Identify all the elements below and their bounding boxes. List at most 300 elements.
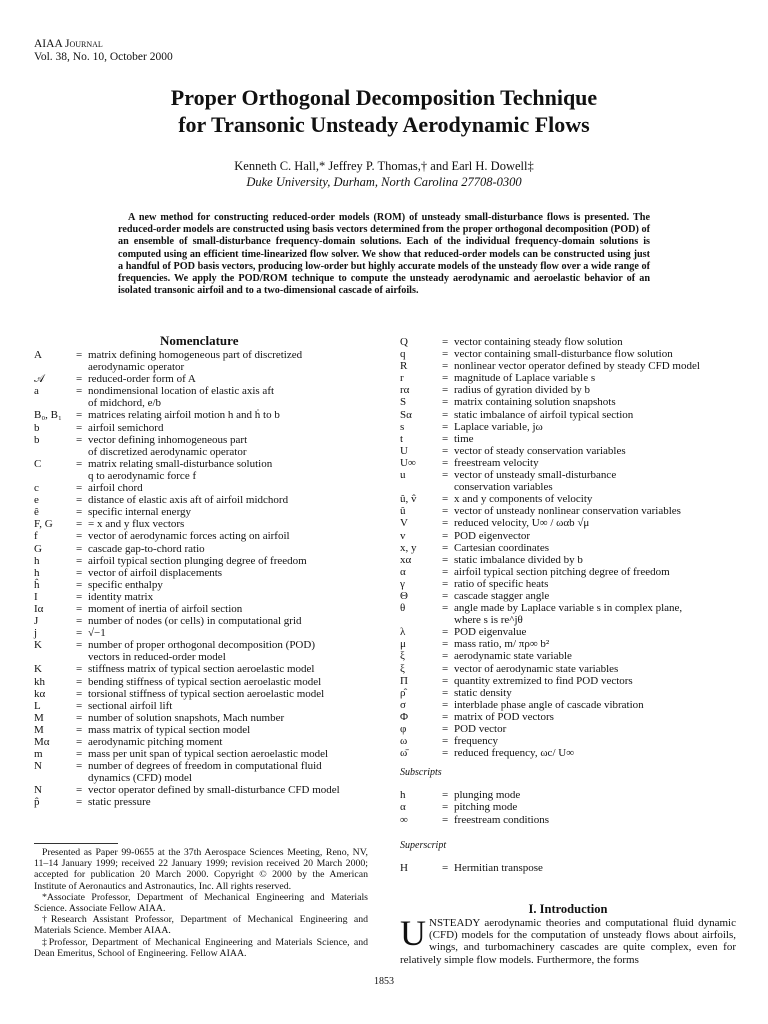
equals-sign: = — [442, 602, 449, 615]
equals-sign: = — [76, 385, 83, 398]
nomenclature-entry — [34, 458, 384, 470]
nomenclature-definition: specific internal energy — [88, 506, 192, 519]
nomenclature-entry — [34, 784, 384, 796]
nomenclature-symbol: θ — [400, 602, 406, 615]
nomenclature-definition: stiffness matrix of typical section aeroelastic model — [88, 663, 315, 676]
nomenclature-symbol: M — [34, 723, 44, 736]
equals-sign: = — [442, 861, 449, 874]
nomenclature-symbol: Sα — [400, 408, 412, 421]
footnote-rule — [34, 843, 118, 844]
equals-sign: = — [76, 748, 83, 761]
equals-sign: = — [442, 396, 449, 409]
nomenclature-definition: airfoil typical section plunging degree of freedom — [88, 554, 307, 567]
nomenclature-symbol: B₀, B₁ — [34, 409, 62, 422]
nomenclature-symbol — [400, 481, 442, 493]
nomenclature-symbol: G — [34, 542, 42, 555]
equals-sign: = — [442, 626, 449, 639]
nomenclature-definition: conservation variables — [454, 481, 553, 494]
nomenclature-definition: freestream velocity — [454, 456, 539, 469]
nomenclature-entry — [400, 384, 736, 396]
equals-sign: = — [76, 699, 83, 712]
equals-sign — [76, 361, 88, 373]
nomenclature-definition: matrix of POD vectors — [454, 710, 554, 723]
nomenclature-entry — [400, 687, 736, 699]
nomenclature-definition: aerodynamic pitching moment — [88, 736, 223, 748]
equals-sign: = — [442, 336, 449, 348]
nomenclature-definition: POD eigenvalue — [454, 626, 527, 639]
nomenclature-entry — [34, 470, 384, 482]
title-line-2: for Transonic Unsteady Aerodynamic Flows — [178, 112, 590, 137]
equals-sign: = — [76, 760, 83, 773]
nomenclature-entry — [400, 723, 736, 735]
nomenclature-definition: mass ratio, m/ πρ∞ b² — [454, 638, 550, 651]
subscripts-list — [400, 789, 736, 825]
equals-sign: = — [442, 348, 449, 361]
equals-sign: = — [442, 662, 449, 675]
equals-sign: = — [442, 529, 449, 542]
nomenclature-symbol: S — [400, 396, 407, 409]
nomenclature-definition: aerodynamic operator — [88, 361, 185, 374]
nomenclature-symbol: b — [34, 421, 40, 434]
equals-sign: = — [442, 674, 449, 687]
nomenclature-definition: ratio of specific heats — [454, 577, 549, 590]
nomenclature-symbol: M — [34, 711, 44, 724]
nomenclature-symbol — [34, 397, 76, 409]
nomenclature-symbol: ĥ — [34, 578, 40, 591]
equals-sign: = — [442, 505, 449, 518]
nomenclature-symbol: p̂ — [34, 796, 40, 809]
nomenclature-symbol: K — [34, 639, 42, 652]
nomenclature-entry — [34, 663, 384, 675]
equals-sign: = — [442, 469, 449, 482]
equals-sign: = — [76, 421, 83, 434]
nomenclature-definition: where s is re^jθ — [454, 614, 523, 627]
equals-sign: = — [76, 796, 83, 809]
nomenclature-definition: of discretized aerodynamic operator — [88, 445, 247, 458]
nomenclature-symbol: σ — [400, 698, 406, 711]
nomenclature-entry — [400, 614, 736, 626]
nomenclature-symbol — [34, 361, 76, 373]
nomenclature-definition: x and y components of velocity — [454, 493, 593, 506]
nomenclature-entry — [400, 481, 736, 493]
nomenclature-symbol: ξ — [400, 650, 405, 663]
equals-sign: = — [76, 784, 83, 797]
nomenclature-definition: √−1 — [88, 627, 106, 640]
nomenclature-symbol: U — [400, 444, 408, 457]
nomenclature-symbol: q — [400, 348, 406, 361]
nomenclature-entry — [34, 760, 384, 772]
nomenclature-definition: plunging mode — [454, 789, 521, 802]
equals-sign: = — [76, 530, 83, 543]
nomenclature-entry — [400, 735, 736, 747]
nomenclature-symbol: û — [400, 505, 406, 518]
nomenclature-symbol: c — [34, 482, 39, 495]
nomenclature-symbol: s — [400, 420, 405, 433]
authors: Kenneth C. Hall,* Jeffrey P. Thomas,† and Earl H. Dowell‡ — [234, 159, 534, 173]
nomenclature-entry — [34, 579, 384, 591]
nomenclature-symbol: ∞ — [400, 813, 408, 826]
nomenclature-definition: sectional airfoil lift — [88, 699, 173, 712]
nomenclature-symbol: J — [34, 615, 39, 628]
nomenclature-definition: airfoil chord — [88, 482, 143, 495]
nomenclature-symbol — [34, 446, 76, 458]
nomenclature-symbol: ê — [34, 506, 39, 519]
nomenclature-symbol: ω̄ — [400, 747, 408, 760]
nomenclature-entry — [400, 336, 736, 348]
nomenclature-entry — [400, 542, 736, 554]
equals-sign: = — [76, 506, 83, 519]
equals-sign: = — [442, 420, 449, 433]
nomenclature-entry — [34, 639, 384, 651]
equals-sign: = — [442, 813, 449, 826]
nomenclature-symbol: f — [34, 530, 38, 543]
nomenclature-definition: matrices relating airfoil motion h and ḣ to b — [88, 409, 280, 422]
nomenclature-definition: radius of gyration divided by b — [454, 384, 590, 397]
nomenclature-entry — [400, 421, 736, 433]
nomenclature-definition: cascade stagger angle — [454, 589, 550, 602]
equals-sign: = — [76, 578, 83, 591]
nomenclature-symbol: I — [34, 590, 38, 603]
nomenclature-symbol — [34, 470, 76, 482]
nomenclature-right-column — [400, 336, 736, 874]
nomenclature-symbol: φ — [400, 723, 407, 735]
nomenclature-entry — [400, 457, 736, 469]
nomenclature-entry — [34, 591, 384, 603]
equals-sign: = — [76, 494, 83, 507]
equals-sign: = — [442, 565, 449, 578]
nomenclature-entry — [34, 494, 384, 506]
equals-sign: = — [442, 710, 449, 723]
subscript-entry — [400, 789, 736, 801]
nomenclature-symbol: Q — [400, 336, 408, 348]
equals-sign: = — [442, 735, 449, 748]
equals-sign: = — [442, 553, 449, 566]
nomenclature-definition: specific enthalpy — [88, 578, 163, 591]
nomenclature-entry — [400, 493, 736, 505]
equals-sign: = — [442, 698, 449, 711]
equals-sign: = — [442, 517, 449, 530]
nomenclature-definition: of midchord, e/b — [88, 397, 162, 410]
nomenclature-definition: torsional stiffness of typical section aeroelastic model — [88, 687, 325, 700]
journal-volume: Vol. 38, No. 10, October 2000 — [34, 51, 173, 63]
equals-sign — [442, 481, 454, 493]
nomenclature-entry — [34, 482, 384, 494]
nomenclature-definition: vector containing small-disturbance flow solution — [454, 348, 673, 361]
nomenclature-entry — [400, 554, 736, 566]
nomenclature-heading: Nomenclature — [160, 333, 239, 348]
nomenclature-symbol: h — [34, 554, 40, 567]
equals-sign — [442, 614, 454, 626]
equals-sign: = — [76, 675, 83, 688]
nomenclature-definition: moment of inertia of airfoil section — [88, 602, 243, 615]
equals-sign: = — [76, 349, 83, 361]
equals-sign — [76, 470, 88, 482]
nomenclature-entry — [34, 700, 384, 712]
equals-sign: = — [76, 736, 83, 748]
footnote: ‡Professor, Department of Mechanical Engineering and Materials Science, and Dean Emeritus, School of Engineering. Fellow AIAA. — [34, 936, 368, 959]
journal-header — [34, 38, 173, 64]
nomenclature-symbol: ω — [400, 735, 408, 748]
nomenclature-definition: reduced-order form of A — [88, 373, 196, 386]
nomenclature-entry — [34, 434, 384, 446]
equals-sign: = — [76, 590, 83, 603]
nomenclature-left-column — [34, 349, 384, 809]
nomenclature-symbol: R — [400, 360, 408, 373]
nomenclature-entry — [34, 615, 384, 627]
nomenclature-entry — [34, 651, 384, 663]
nomenclature-symbol: t — [400, 432, 404, 445]
nomenclature-symbol: v — [400, 529, 406, 542]
equals-sign: = — [442, 747, 449, 760]
introduction-text — [400, 913, 736, 966]
equals-sign: = — [442, 650, 449, 663]
nomenclature-definition: reduced velocity, U∞ / ωαb √μ — [454, 517, 590, 530]
nomenclature-definition: Cartesian coordinates — [454, 541, 549, 554]
nomenclature-definition: airfoil typical section pitching degree of freedom — [454, 565, 670, 578]
nomenclature-definition: matrix defining homogeneous part of discretized — [88, 349, 303, 361]
equals-sign: = — [442, 456, 449, 469]
nomenclature-symbol: 𝒜 — [34, 373, 45, 386]
nomenclature-definition: bending stiffness of typical section aeroelastic model — [88, 675, 322, 688]
nomenclature-entry — [34, 409, 384, 421]
nomenclature-definition: identity matrix — [88, 590, 154, 603]
nomenclature-symbol: u — [400, 469, 406, 482]
nomenclature-definition: time — [454, 432, 474, 445]
nomenclature-definition: matrix relating small-disturbance solution — [88, 457, 273, 470]
equals-sign: = — [442, 801, 449, 814]
nomenclature-symbol: Φ — [400, 710, 409, 723]
nomenclature-entry — [400, 530, 736, 542]
equals-sign: = — [442, 723, 449, 735]
nomenclature-entry — [34, 397, 384, 409]
equals-sign: = — [76, 615, 83, 628]
footnote: Presented as Paper 99-0655 at the 37th Aerospace Sciences Meeting, Reno, NV, 11–14 January 1999; received 22 January 1999; revision received 20 March 2000; accepted for publication 20 March 2000. Copyright © 2000 by the American Institute of Aeronautics and Astronautics, Inc. All rights reserved. — [34, 847, 368, 892]
nomenclature-entry — [34, 518, 384, 530]
nomenclature-entry — [34, 627, 384, 639]
nomenclature-definition: angle made by Laplace variable s in complex plane, — [454, 602, 683, 615]
nomenclature-entry — [34, 688, 384, 700]
journal-name: AIAA Journal — [34, 38, 103, 50]
equals-sign: = — [76, 409, 83, 422]
nomenclature-definition: number of proper orthogonal decomposition (POD) — [88, 639, 315, 652]
nomenclature-symbol: m — [34, 748, 43, 761]
nomenclature-symbol — [34, 651, 76, 663]
nomenclature-entry — [34, 373, 384, 385]
nomenclature-definition: mass per unit span of typical section aeroelastic model — [88, 748, 329, 761]
nomenclature-symbol: xα — [400, 553, 412, 566]
introduction-body: NSTEADY aerodynamic theories and computational fluid dynamic (CFD) models for the computation of unsteady flows about airfoils, wings, and turbomachinery cascades are quite complex, even for relatively simple flow models. Furthermore, the forms — [400, 917, 736, 966]
nomenclature-definition: Laplace variable, jω — [454, 420, 543, 433]
nomenclature-definition: reduced frequency, ωc/ U∞ — [454, 747, 575, 760]
nomenclature-symbol: A — [34, 349, 42, 361]
equals-sign: = — [442, 444, 449, 457]
nomenclature-symbol: U∞ — [400, 456, 416, 469]
nomenclature-definition: = x and y flux vectors — [88, 518, 185, 531]
nomenclature-definition: static imbalance of airfoil typical section — [454, 408, 634, 421]
nomenclature-symbol: h — [34, 566, 40, 579]
nomenclature-entry — [400, 650, 736, 662]
subscripts-heading: Subscripts — [400, 767, 442, 779]
nomenclature-symbol — [400, 614, 442, 626]
nomenclature-symbol: γ — [400, 577, 405, 590]
superscript-entry — [400, 862, 736, 874]
equals-sign: = — [76, 566, 83, 579]
nomenclature-symbol: N — [34, 760, 42, 773]
nomenclature-symbol: K — [34, 663, 42, 676]
nomenclature-entry — [400, 445, 736, 457]
nomenclature-definition: vector defining inhomogeneous part — [88, 433, 248, 446]
nomenclature-right-list — [400, 336, 736, 759]
nomenclature-definition: vector of aerodynamic state variables — [454, 662, 619, 675]
equals-sign: = — [76, 373, 83, 386]
equals-sign: = — [442, 493, 449, 506]
equals-sign: = — [442, 408, 449, 421]
nomenclature-symbol: ξ — [400, 662, 405, 675]
equals-sign: = — [442, 589, 449, 602]
nomenclature-definition: static pressure — [88, 796, 151, 809]
nomenclature-entry — [34, 567, 384, 579]
equals-sign: = — [76, 663, 83, 676]
nomenclature-definition: vector of unsteady nonlinear conservation variables — [454, 505, 681, 518]
nomenclature-entry — [34, 446, 384, 458]
nomenclature-definition: vector containing steady flow solution — [454, 336, 623, 348]
nomenclature-definition: vectors in reduced-order model — [88, 651, 226, 664]
nomenclature-entry — [400, 409, 736, 421]
nomenclature-entry — [400, 602, 736, 614]
equals-sign: = — [442, 372, 449, 385]
nomenclature-entry — [400, 433, 736, 445]
nomenclature-entry — [400, 348, 736, 360]
equals-sign: = — [442, 541, 449, 554]
equals-sign — [76, 772, 88, 784]
nomenclature-entry — [400, 396, 736, 408]
nomenclature-symbol: H — [400, 861, 408, 874]
nomenclature-entry — [34, 603, 384, 615]
nomenclature-symbol: α — [400, 565, 406, 578]
nomenclature-entry — [34, 361, 384, 373]
nomenclature-entry — [400, 360, 736, 372]
nomenclature-symbol: Mα — [34, 736, 50, 748]
nomenclature-symbol: b — [34, 433, 40, 446]
nomenclature-definition: number of nodes (or cells) in computational grid — [88, 615, 302, 628]
equals-sign: = — [76, 457, 83, 470]
equals-sign: = — [442, 360, 449, 373]
nomenclature-entry — [34, 748, 384, 760]
nomenclature-definition: mass matrix of typical section model — [88, 723, 251, 736]
drop-cap: U — [400, 913, 426, 953]
nomenclature-definition: nonlinear vector operator defined by steady CFD model — [454, 360, 700, 373]
nomenclature-definition: frequency — [454, 735, 498, 748]
footnote: *Associate Professor, Department of Mechanical Engineering and Materials Science. Associate Fellow AIAA. — [34, 891, 368, 915]
nomenclature-definition: matrix containing solution snapshots — [454, 396, 616, 409]
nomenclature-definition: number of solution snapshots, Mach number — [88, 711, 285, 724]
nomenclature-symbol: rα — [400, 384, 410, 397]
nomenclature-entry — [34, 530, 384, 542]
equals-sign: = — [442, 638, 449, 651]
nomenclature-definition: distance of elastic axis aft of airfoil midchord — [88, 494, 289, 507]
nomenclature-symbol: F, G — [34, 518, 53, 531]
equals-sign — [76, 397, 88, 409]
nomenclature-entry — [34, 385, 384, 397]
equals-sign — [76, 651, 88, 663]
paper-title — [0, 84, 768, 138]
nomenclature-symbol: μ — [400, 638, 406, 651]
nomenclature-symbol: û, v̂ — [400, 493, 417, 506]
nomenclature-entry — [400, 638, 736, 650]
nomenclature-entry — [34, 506, 384, 518]
nomenclature-definition: vector of airfoil displacements — [88, 566, 223, 579]
nomenclature-entry — [400, 517, 736, 529]
nomenclature-definition: static density — [454, 686, 512, 699]
nomenclature-definition: magnitude of Laplace variable s — [454, 372, 596, 385]
nomenclature-symbol: a — [34, 385, 39, 398]
nomenclature-definition: POD eigenvector — [454, 529, 531, 542]
equals-sign: = — [76, 723, 83, 736]
nomenclature-definition: POD vector — [454, 723, 507, 735]
nomenclature-symbol: α — [400, 801, 406, 814]
nomenclature-entry — [400, 578, 736, 590]
nomenclature-entry — [34, 796, 384, 808]
nomenclature-entry — [34, 422, 384, 434]
equals-sign: = — [76, 687, 83, 700]
equals-sign: = — [76, 627, 83, 640]
nomenclature-symbol: V — [400, 517, 408, 530]
equals-sign: = — [442, 384, 449, 397]
nomenclature-definition: number of degrees of freedom in computational fluid — [88, 760, 322, 773]
nomenclature-symbol: kα — [34, 687, 46, 700]
equals-sign: = — [76, 542, 83, 555]
subscript-entry — [400, 814, 736, 826]
nomenclature-symbol: x, y — [400, 541, 417, 554]
equals-sign: = — [76, 711, 83, 724]
nomenclature-definition: airfoil semichord — [88, 421, 164, 434]
nomenclature-symbol: Iα — [34, 602, 44, 615]
nomenclature-entry — [400, 626, 736, 638]
equals-sign: = — [76, 482, 83, 495]
nomenclature-entry — [34, 349, 384, 361]
nomenclature-entry — [400, 747, 736, 759]
nomenclature-definition: vector of unsteady small-disturbance — [454, 469, 617, 482]
nomenclature-symbol: e — [34, 494, 39, 507]
nomenclature-entry — [400, 372, 736, 384]
nomenclature-definition: static imbalance divided by b — [454, 553, 583, 566]
nomenclature-entry — [34, 724, 384, 736]
nomenclature-symbol: j — [34, 627, 38, 640]
nomenclature-entry — [400, 699, 736, 711]
nomenclature-symbol: C — [34, 457, 42, 470]
nomenclature-symbol: Θ — [400, 589, 408, 602]
footnotes — [34, 847, 368, 959]
nomenclature-definition: pitching mode — [454, 801, 518, 814]
introduction-heading: I. Introduction — [528, 902, 608, 916]
superscript-heading: Superscript — [400, 839, 447, 851]
equals-sign: = — [76, 554, 83, 567]
nomenclature-definition: Hermitian transpose — [454, 861, 543, 874]
nomenclature-definition: cascade gap-to-chord ratio — [88, 542, 205, 555]
nomenclature-entry — [34, 736, 384, 748]
nomenclature-entry — [34, 676, 384, 688]
nomenclature-entry — [400, 663, 736, 675]
equals-sign: = — [76, 602, 83, 615]
nomenclature-definition: q to aerodynamic force f — [88, 469, 197, 482]
nomenclature-entry — [400, 469, 736, 481]
nomenclature-entry — [34, 712, 384, 724]
nomenclature-definition: quantity extremized to find POD vectors — [454, 674, 633, 687]
nomenclature-definition: aerodynamic state variable — [454, 650, 572, 663]
equals-sign: = — [76, 433, 83, 446]
nomenclature-entry — [400, 505, 736, 517]
footnote: †Research Assistant Professor, Department of Mechanical Engineering and Materials Science. Member AIAA. — [34, 914, 368, 937]
